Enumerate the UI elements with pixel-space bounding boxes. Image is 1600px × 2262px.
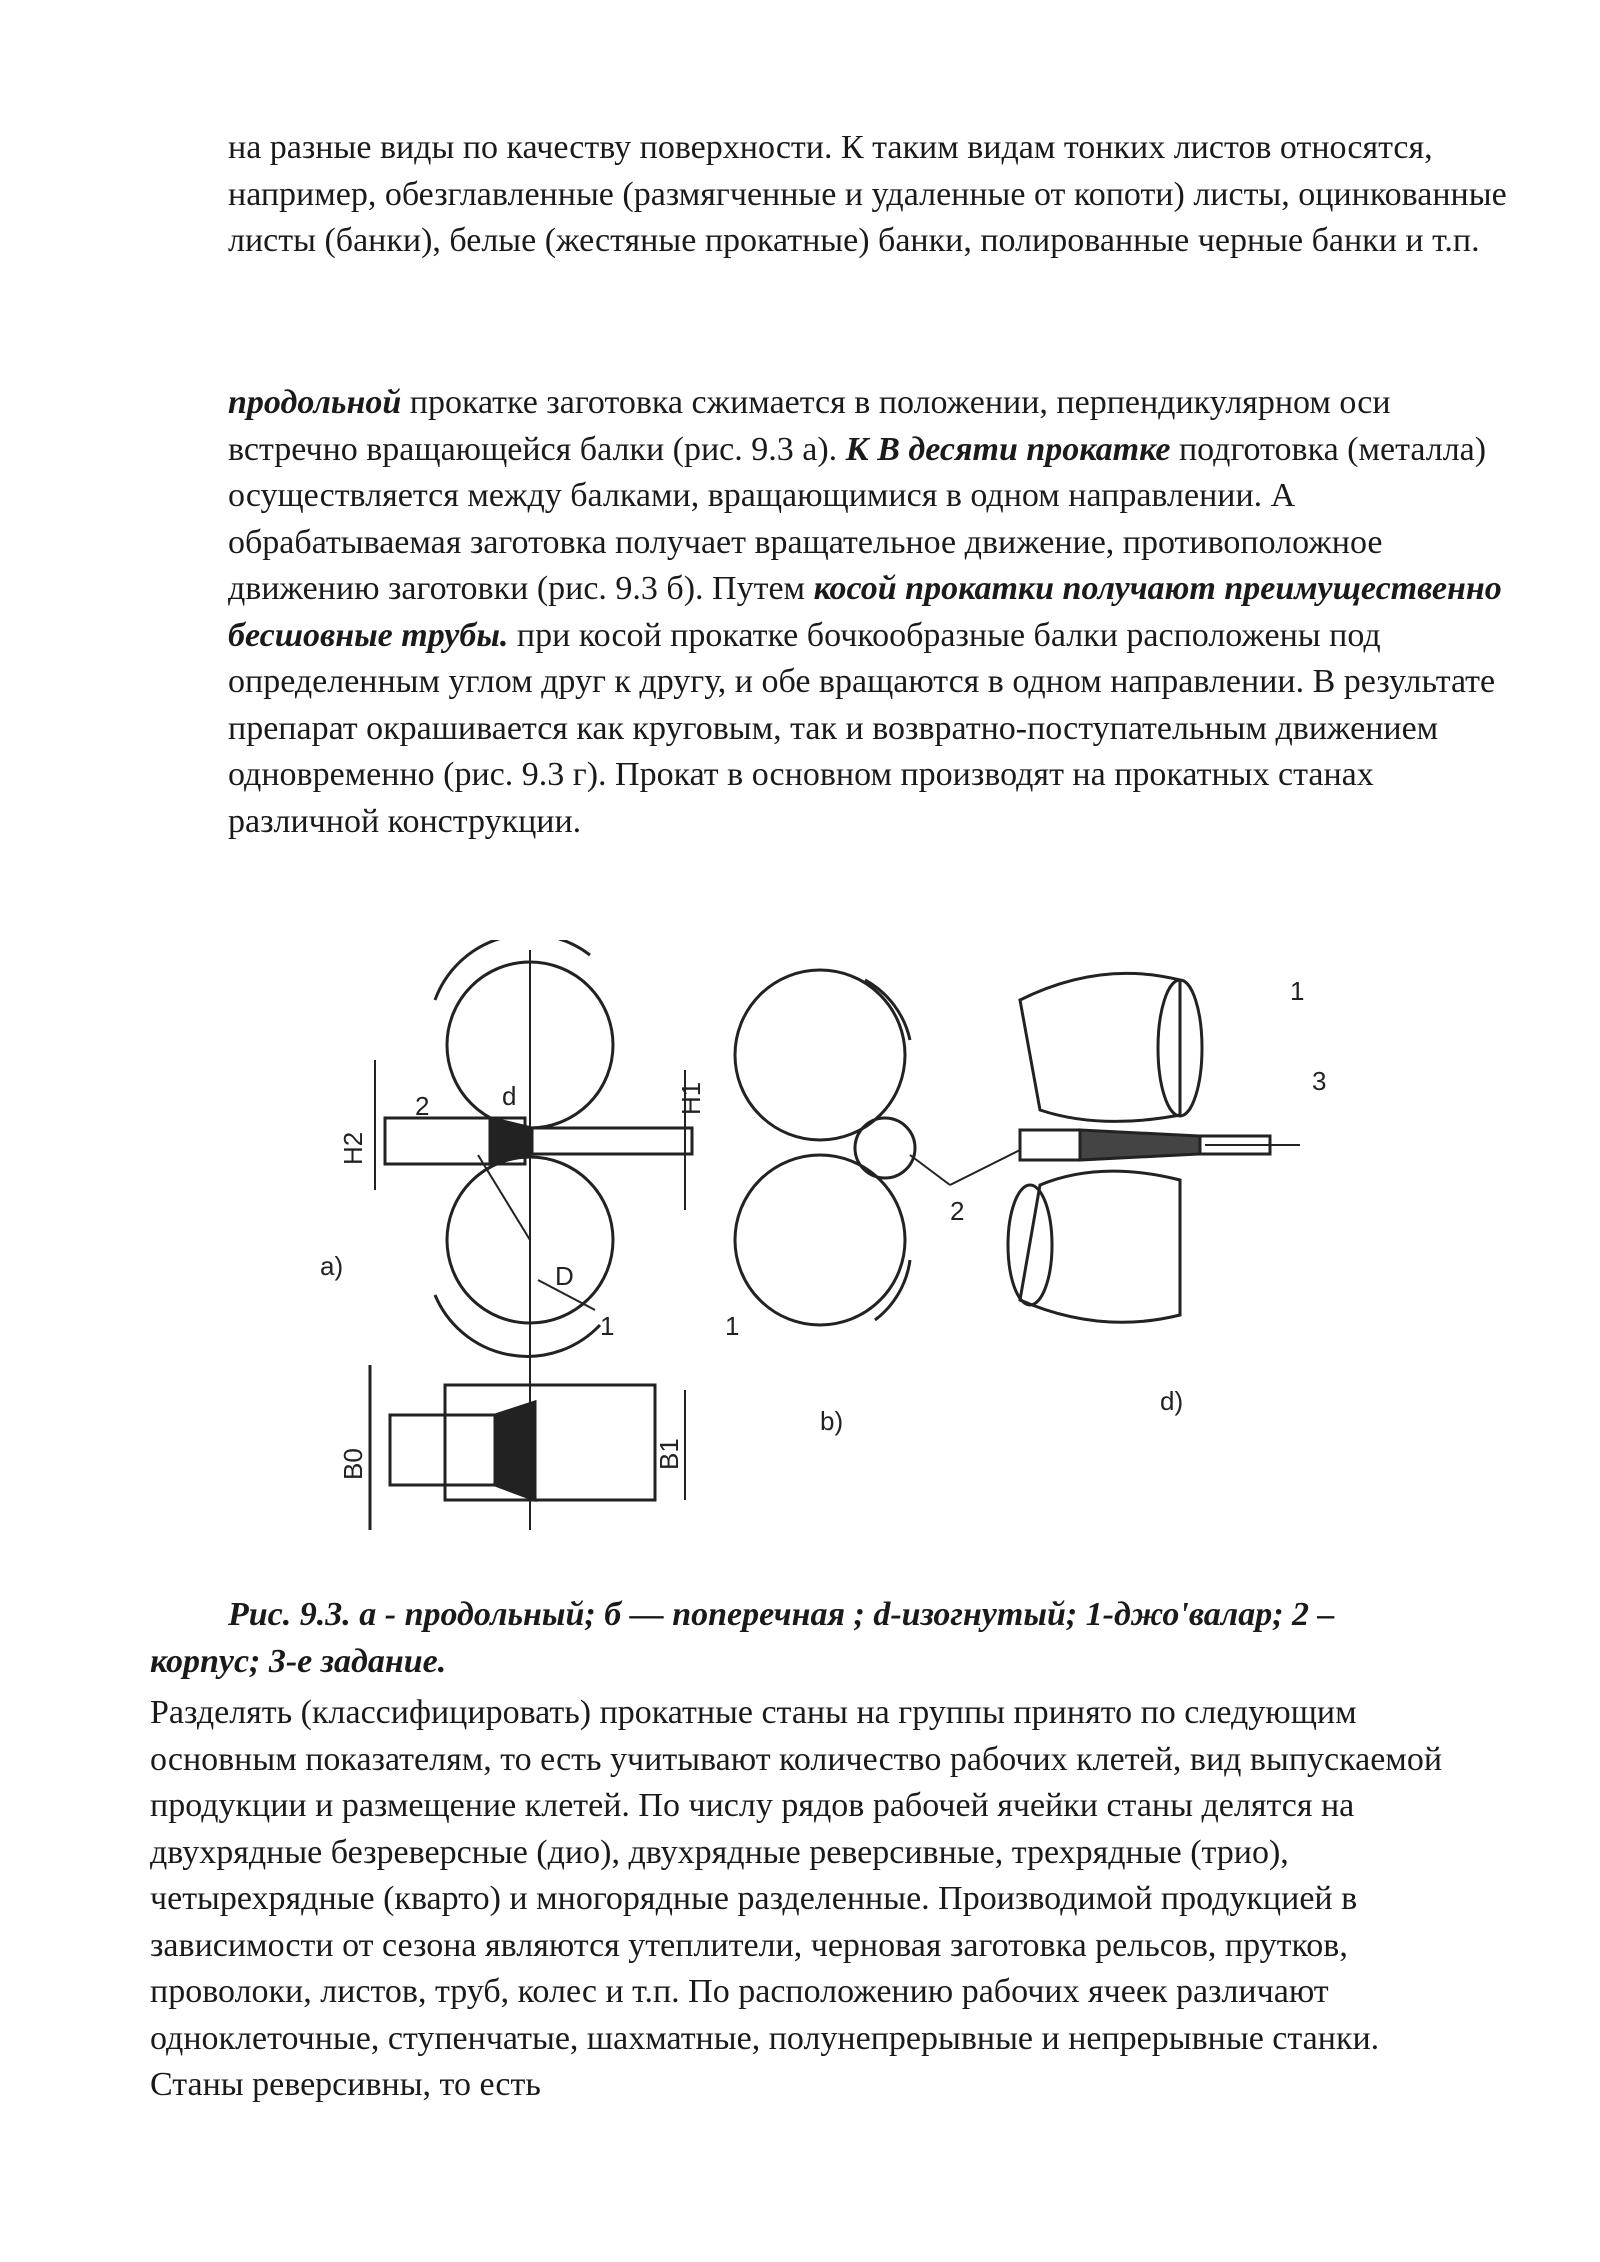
- term-transverse: К В десяти прокатке: [845, 430, 1171, 468]
- label-h1: H1: [676, 1081, 706, 1115]
- roll-lower-b: [735, 1155, 905, 1325]
- term-skew: косой прокатки получают преимущественно бесшовные трубы.: [228, 570, 1502, 654]
- label-1d: 1: [1290, 976, 1305, 1006]
- profile-deformation-a: [495, 1402, 535, 1500]
- label-2a: 2: [415, 1091, 430, 1121]
- label-h2: H2: [338, 1131, 368, 1165]
- label-1b: 1: [725, 1311, 740, 1341]
- workpiece-out-a: [532, 1128, 692, 1154]
- paragraph-surface-quality: на разные виды по качеству поверхности. К таким видам тонких листов относятся, например, обезглавленные (размягченные и удаленные от копоти) листы, оцинкованные листы (банки), белые (жестяные прокатные) банки, полированные черные банки и т.п.: [228, 129, 1507, 259]
- label-b1: B1: [654, 1438, 684, 1470]
- label-3d: 3: [1312, 1066, 1327, 1096]
- rotation-arrow-lower-a: [435, 1295, 600, 1356]
- leader-2b: [910, 1155, 950, 1185]
- workpiece-b: [855, 1118, 915, 1178]
- radius-line-d: [478, 1155, 530, 1240]
- label-2b: 2: [950, 1196, 965, 1226]
- text-segment: подготовка (металла) осуществляется между балками, вращающимися в одном направлении. А обрабатываемая заготовка получает вращательное движение, противоположное движению заготовки (рис. 9.3 б). Путем: [228, 430, 1487, 607]
- text-segment: прокатке заготовка сжимается в положении, перпендикулярном оси встречно вращающейся балки (рис. 9.3 а).: [228, 384, 1391, 468]
- term-longitudinal: продольной: [228, 384, 402, 421]
- rolling-diagram: [300, 940, 1400, 1560]
- label-diameter: D: [555, 1261, 574, 1291]
- label-b0: B0: [338, 1448, 368, 1480]
- paragraph-rolling-types: [228, 380, 1528, 845]
- workpiece-in-d: [1020, 1130, 1080, 1160]
- rotation-arrow-lower-b: [875, 1260, 910, 1320]
- leader-2b-ext: [950, 1150, 1020, 1185]
- label-small-d: d: [502, 1081, 517, 1111]
- roll-upper-b: [735, 970, 905, 1140]
- figure-rolling-schemes: [300, 940, 1400, 1560]
- roll-lower-d: [1020, 1171, 1180, 1322]
- label-a: a): [320, 1251, 344, 1281]
- profile-out-a: [445, 1385, 655, 1500]
- text-segment: при косой прокатке бочкообразные балки расположены под определенным углом друг к другу, и обе вращаются в одном направлении. В результате препарат окрашивается как круговым, так и возвратно-поступательным движением одновременно (рис. 9.3 г). Прокат в основном производят на прокатных станах различной конструкции.: [228, 616, 1496, 840]
- deformation-zone-d: [1080, 1130, 1200, 1160]
- label-1a: 1: [600, 1311, 615, 1341]
- paragraph-mill-classification: Разделять (классифицировать) прокатные станы на группы принято по следующим основным показателям, то есть учитывают количество рабочих клетей, вид выпускаемой продукции и размещение клетей. По числу рядов рабочей ячейки станы делятся на двухрядные безреверсные (дио), двухрядные реверсивные, трехрядные (трио), четырехрядные (кварто) и многорядные разделенные. Производимой продукцией в зависимости от сезона являются утеплители, черновая заготовка рельсов, прутков, проволоки, листов, труб, колес и т.п. По расположению рабочих ячеек различают одноклеточные, ступенчатые, шахматные, полунепрерывные и непрерывные станки. Станы реверсивны, то есть: [150, 1694, 1443, 2103]
- figure-caption: Рис. 9.3. а - продольный; б — поперечная ; d-изогнутый; 1-джо'валар; 2 – корпус; 3-е задание.: [150, 1596, 1335, 1680]
- label-d: d): [1160, 1386, 1184, 1416]
- label-b: b): [820, 1406, 844, 1436]
- roll-upper-d: [1020, 973, 1180, 1121]
